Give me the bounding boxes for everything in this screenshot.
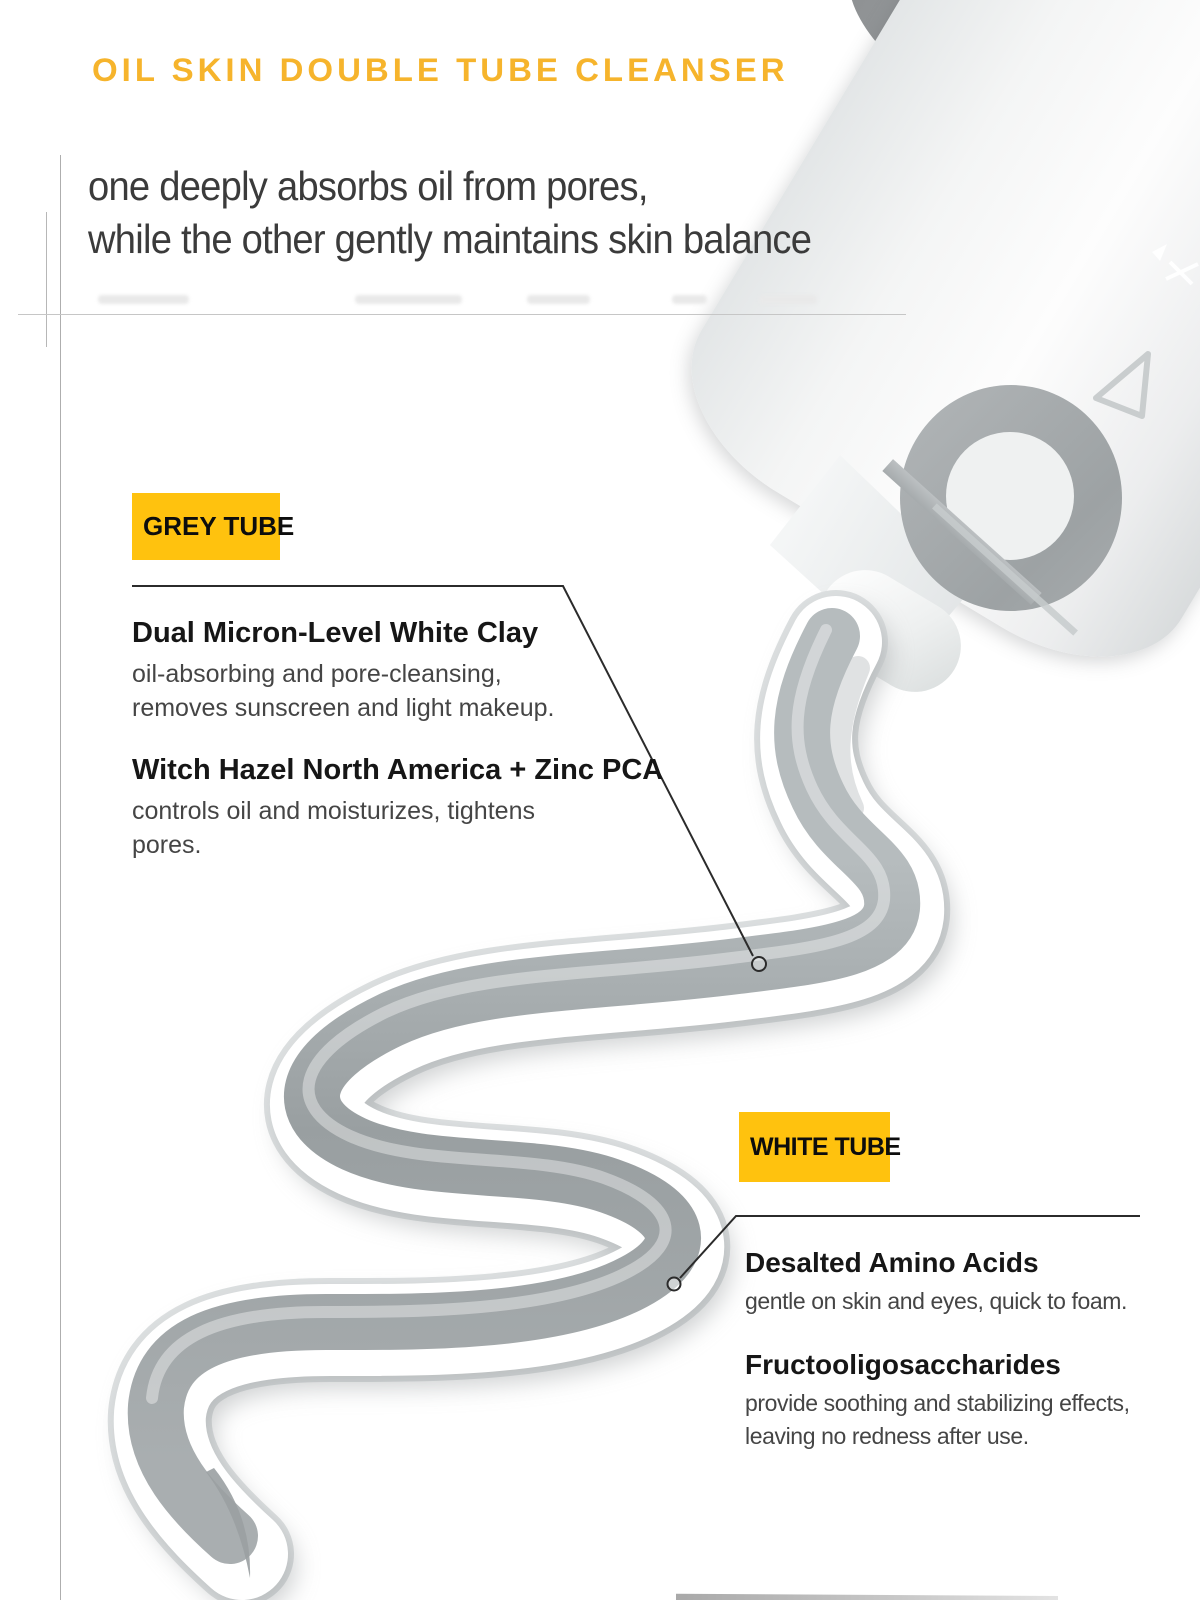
- ghost-text-smudge: [759, 295, 817, 304]
- next-section-edge: [676, 1591, 1058, 1600]
- white-tube-ingredients: [745, 1246, 1200, 1453]
- ghost-text-smudge: [527, 295, 590, 304]
- decor-vertical-line-short: [46, 212, 47, 347]
- decor-vertical-line: [60, 155, 61, 1600]
- ingredient-heading: Dual Micron-Level White Clay: [132, 617, 539, 649]
- ingredient-line: removes sunscreen and light makeup.: [132, 694, 555, 722]
- subtitle-line-2: while the other gently maintains skin balance: [88, 216, 812, 262]
- white-tube-label: WHITE TUBE: [739, 1112, 890, 1182]
- ingredient-heading: Fructooligosaccharides: [745, 1349, 1061, 1380]
- grey-tube-ingredients: [132, 616, 664, 862]
- ghost-text-smudge: [98, 295, 189, 304]
- ghost-text-smudge: [672, 295, 707, 304]
- ingredient-heading: Witch Hazel North America + Zinc PCA: [132, 754, 664, 786]
- paste-white-tail: [186, 1462, 254, 1598]
- ingredient-line: leaving no redness after use.: [745, 1423, 1029, 1449]
- subtitle-line-1: one deeply absorbs oil from pores,: [88, 163, 648, 209]
- ingredient-line: gentle on skin and eyes, quick to foam.: [745, 1288, 1128, 1314]
- ingredient-heading: Desalted Amino Acids: [745, 1247, 1039, 1278]
- white-tube-marker-circle: [668, 1278, 681, 1291]
- page-title: OIL SKIN DOUBLE TUBE CLEANSER: [92, 52, 789, 88]
- paste-stream-gel: [838, 668, 858, 808]
- ingredient-line: controls oil and moisturizes, tightens: [132, 797, 535, 825]
- ingredient-line: provide soothing and stabilizing effects,: [745, 1390, 1130, 1416]
- subtitle: [88, 160, 811, 266]
- grey-tube-marker-circle: [752, 957, 766, 971]
- ingredient-line: oil-absorbing and pore-cleansing,: [132, 660, 502, 688]
- ghost-text-smudge: [355, 295, 462, 304]
- paste-grey-tail: [206, 1468, 250, 1578]
- grey-tube-label: GREY TUBE: [132, 493, 280, 560]
- ingredient-line: pores.: [132, 831, 202, 859]
- decor-horizontal-rule: [18, 314, 906, 315]
